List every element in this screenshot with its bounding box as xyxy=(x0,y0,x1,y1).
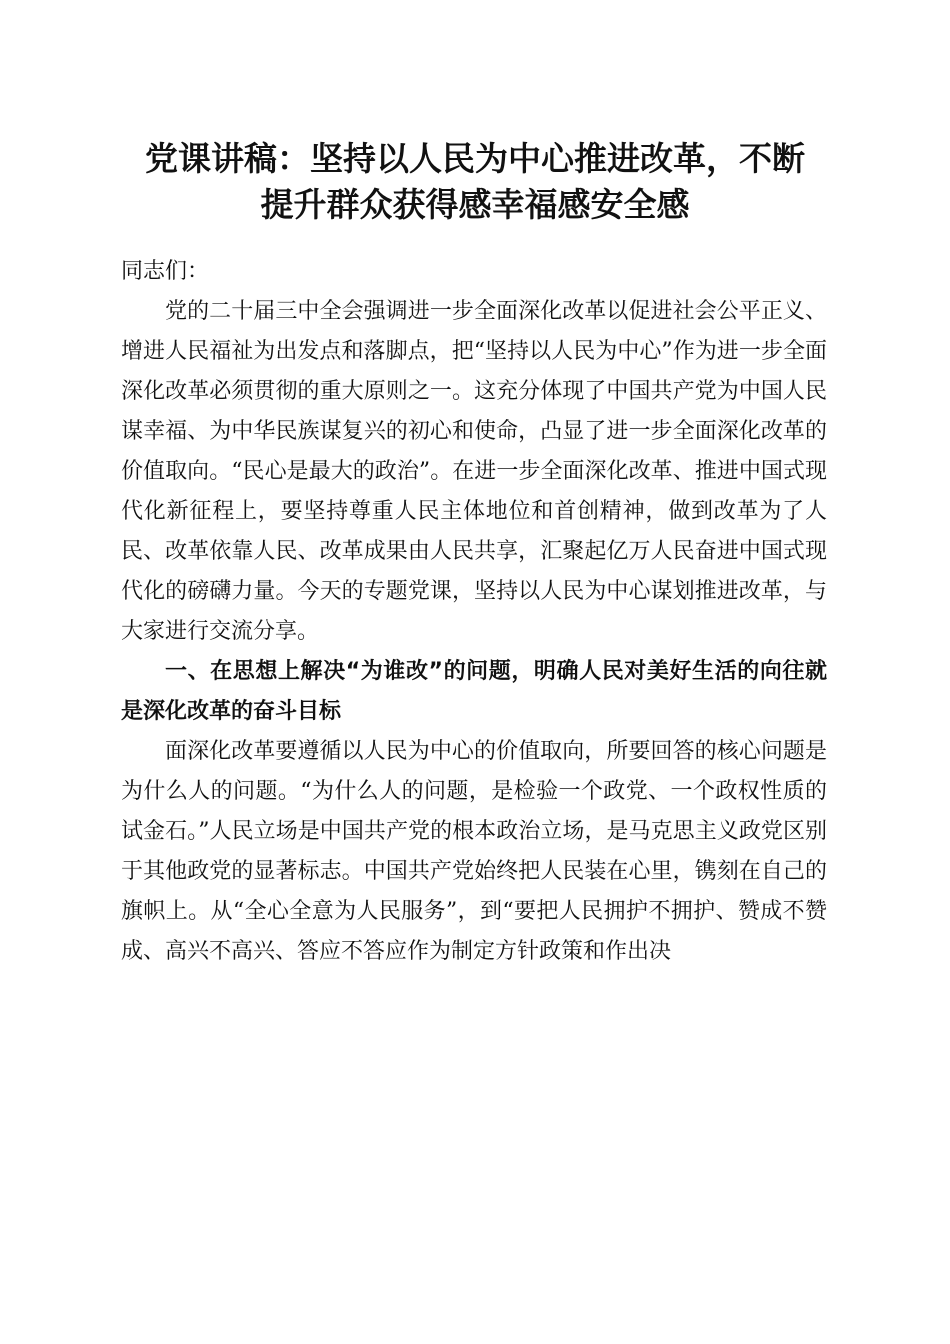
intro-paragraph: 党的二十届三中全会强调进一步全面深化改革以促进社会公平正义、增进人民福祉为出发点和落脚点，把“坚持以人民为中心”作为进一步全面深化改革必须贯彻的重大原则之一。这充分体现了中国共产党为中国人民谋幸福、为中华民族谋复兴的初心和使命，凸显了进一步全面深化改革的价值取向。“民心是最大的政治”。在进一步全面深化改革、推进中国式现代化新征程上，要坚持尊重人民主体地位和首创精神，做到改革为了人民、改革依靠人民、改革成果由人民共享，汇聚起亿万人民奋进中国式现代化的磅礴力量。今天的专题党课，坚持以人民为中心谋划推进改革，与大家进行交流分享。 xyxy=(121,299,827,644)
salutation: 同志们： xyxy=(121,259,210,284)
title-line-1: 党课讲稿：坚持以人民为中心推进改革，不断 xyxy=(145,139,805,178)
section-1-paragraph: 面深化改革要遵循以人民为中心的价值取向，所要回答的核心问题是为什么人的问题。“为什么人的问题，是检验一个政党、一个政权性质的试金石。”人民立场是中国共产党的根本政治立场，是马克思主义政党区别于其他政党的显著标志。中国共产党始终把人民装在心里，镌刻在自己的旗帜上。从“全心全意为人民服务”，到“要把人民拥护不拥护、赞成不赞成、高兴不高兴、答应不答应作为制定方针政策和作出决 xyxy=(121,739,827,964)
section-heading-1: 一、在思想上解决“为谁改”的问题，明确人民对美好生活的向往就是深化改革的奋斗目标 xyxy=(121,659,827,724)
document-body xyxy=(121,252,827,972)
title-line-2: 提升群众获得感幸福感安全感 xyxy=(260,185,690,224)
document-title xyxy=(100,136,850,228)
